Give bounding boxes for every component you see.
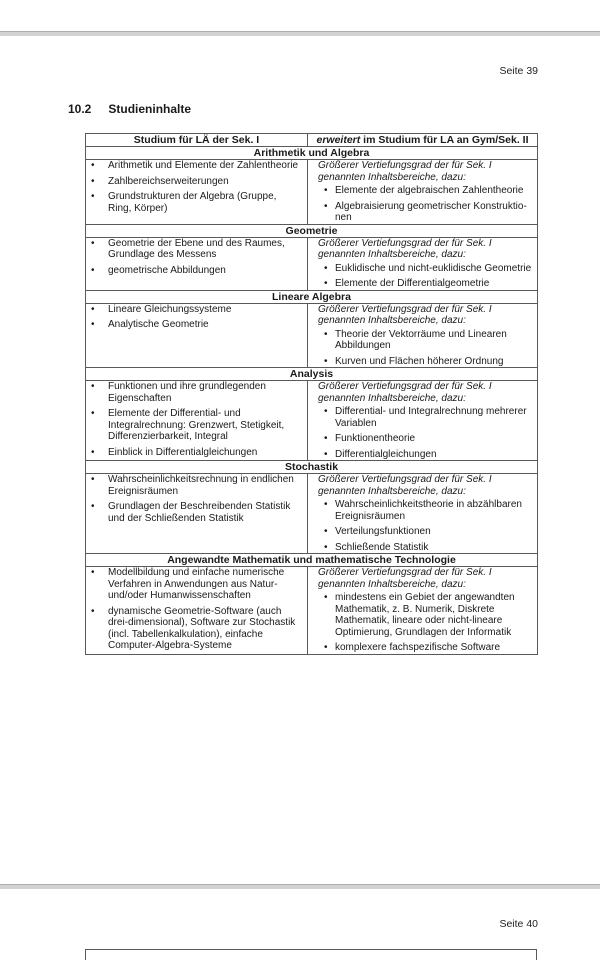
bullet-text: Differentialgleichungen	[335, 448, 437, 460]
bullet-item	[86, 408, 307, 443]
bullet-text: Einblick in Differentialgleichungen	[108, 446, 258, 458]
bullet-icon: •	[91, 303, 95, 315]
bullet-item	[308, 329, 537, 352]
bullet-item	[308, 433, 537, 445]
section-title: Angewandte Mathematik und mathematische Technologie	[86, 554, 538, 567]
section-heading	[68, 102, 191, 116]
bullet-icon: •	[91, 446, 95, 458]
bullet-item	[86, 176, 307, 188]
section-header-row	[86, 368, 538, 381]
bullet-text: Geometrie der Ebene und des Raumes, Grundlage des Messens	[108, 237, 285, 260]
bullet-item	[86, 191, 307, 214]
left-content-cell	[86, 567, 308, 655]
bullet-text: Theorie der Vektorräume und Linearen Abbildungen	[335, 328, 507, 351]
bullet-icon: •	[91, 408, 95, 419]
bullet-icon: •	[324, 541, 328, 553]
bullet-item	[86, 567, 307, 602]
bullet-icon: •	[91, 264, 95, 276]
bullet-icon: •	[91, 191, 95, 202]
bullet-item	[86, 238, 307, 261]
bullet-icon: •	[91, 160, 95, 171]
heading-number: 10.2	[68, 102, 92, 116]
bullet-icon: •	[324, 433, 328, 444]
bullet-text: Kurven und Flächen höherer Ordnung	[335, 355, 504, 367]
bullet-item	[308, 499, 537, 522]
bullet-icon: •	[91, 605, 95, 617]
section-header-row	[86, 224, 538, 237]
bullet-text: dynamische Geometrie-Software (auch drei-dimensional), Software zur Stochastik (incl. Tabellenkalkulation), einfache Computer-Algebra-Systeme	[108, 605, 296, 651]
bullet-item	[86, 606, 307, 652]
section-title: Geometrie	[86, 224, 538, 237]
bullet-text: Differential- und Integralrechnung mehrerer Variablen	[335, 406, 527, 429]
bullet-icon: •	[324, 328, 328, 340]
bullet-item	[86, 381, 307, 404]
bullet-icon: •	[324, 278, 328, 289]
left-content-cell	[86, 381, 308, 461]
bullet-text: Schließende Statistik	[335, 541, 429, 553]
vertiefung-intro: Größerer Vertiefungsgrad der für Sek. I genannten Inhaltsbereiche, dazu:	[318, 567, 492, 590]
page-number: Seite 39	[499, 65, 538, 77]
bullet-item	[308, 278, 537, 290]
section-header-row	[86, 147, 538, 160]
vertiefung-intro: Größerer Vertiefungsgrad der für Sek. I genannten Inhaltsbereiche, dazu:	[318, 303, 492, 326]
table-header-row	[86, 134, 538, 147]
right-content-cell	[308, 381, 538, 461]
left-content-cell	[86, 474, 308, 554]
section-header-row	[86, 290, 538, 303]
bullet-icon: •	[91, 381, 95, 392]
section-title: Arithmetik und Algebra	[86, 147, 538, 160]
section-header-row	[86, 461, 538, 474]
bullet-item	[86, 447, 307, 459]
vertiefung-intro: Größerer Vertiefungsgrad der für Sek. I genannten Inhaltsbereiche, dazu:	[318, 381, 492, 404]
bullet-icon: •	[324, 355, 328, 367]
bullet-icon: •	[91, 567, 95, 578]
left-content-cell	[86, 160, 308, 225]
bullet-text: mindestens ein Gebiet der angewandten Mathematik, z. B. Numerik, Diskrete Mathematik, lineare oder nicht-lineare Optimierung, Grundlagen der Informatik	[335, 592, 515, 638]
next-table-top-border	[85, 949, 537, 960]
bullet-text: Algebraisierung geometrischer Konstruktionen	[335, 200, 527, 223]
section-content-row	[86, 303, 538, 368]
bullet-text: Euklidische und nicht-euklidische Geometrie	[335, 262, 532, 274]
bullet-item	[308, 185, 537, 197]
bullet-item	[308, 201, 537, 224]
bullet-text: Funktionen und ihre grundlegenden Eigenschaften	[108, 381, 266, 404]
column-header-gym-italic: erweitert	[316, 134, 361, 146]
left-content-cell	[86, 303, 308, 368]
bullet-item	[86, 265, 307, 277]
left-content-cell	[86, 237, 308, 290]
bullet-item	[86, 501, 307, 524]
bullet-icon: •	[324, 406, 328, 417]
vertiefung-intro: Größerer Vertiefungsgrad der für Sek. I genannten Inhaltsbereiche, dazu:	[318, 474, 492, 497]
bullet-item	[86, 304, 307, 316]
bullet-text: geometrische Abbildungen	[108, 264, 226, 276]
page-separator	[0, 31, 600, 36]
bullet-text: Elemente der algebraischen Zahlentheorie	[335, 185, 524, 196]
study-content-table	[85, 133, 538, 655]
bullet-text: Wahrscheinlichkeitsrechnung in endlichen Ereignisräumen	[108, 474, 294, 497]
bullet-item	[86, 474, 307, 497]
bullet-item	[86, 319, 307, 331]
bullet-icon: •	[324, 185, 328, 196]
page-separator	[0, 884, 600, 889]
bullet-item	[308, 542, 537, 554]
bullet-text: Grundstrukturen der Algebra (Gruppe, Ring, Körper)	[108, 191, 277, 214]
bullet-item	[308, 449, 537, 461]
heading-title: Studieninhalte	[108, 102, 192, 116]
section-content-row	[86, 567, 538, 655]
bullet-text: Arithmetik und Elemente der Zahlentheorie	[108, 160, 299, 171]
vertiefung-intro: Größerer Vertiefungsgrad der für Sek. I genannten Inhaltsbereiche, dazu:	[318, 160, 492, 183]
bullet-text: komplexere fachspezifische Software	[335, 642, 501, 653]
bullet-item	[308, 592, 537, 638]
bullet-icon: •	[324, 592, 328, 603]
bullet-text: Elemente der Differentialgeometrie	[335, 278, 490, 289]
bullet-icon: •	[91, 474, 95, 485]
section-title: Stochastik	[86, 461, 538, 474]
bullet-icon: •	[324, 200, 328, 212]
section-content-row	[86, 381, 538, 461]
bullet-text: Elemente der Differential- und Integralrechnung: Grenzwert, Stetigkeit, Differenzierbarkeit, Integral	[108, 408, 285, 442]
bullet-icon: •	[91, 319, 95, 330]
bullet-item	[308, 406, 537, 429]
bullet-icon: •	[324, 448, 328, 460]
right-content-cell	[308, 303, 538, 368]
bullet-icon: •	[324, 642, 328, 653]
section-content-row	[86, 237, 538, 290]
bullet-text: Modellbildung und einfache numerische Verfahren in Anwendungen aus Natur- und/oder Humanwissenschaften	[108, 567, 285, 601]
bullet-icon: •	[324, 526, 328, 537]
right-content-cell	[308, 567, 538, 655]
vertiefung-intro: Größerer Vertiefungsgrad der für Sek. I genannten Inhaltsbereiche, dazu:	[318, 237, 492, 260]
bullet-icon: •	[91, 175, 95, 187]
bullet-text: Zahlbereichserweiterungen	[108, 175, 229, 187]
bullet-item	[308, 263, 537, 275]
bullet-item	[308, 642, 537, 654]
right-content-cell	[308, 474, 538, 554]
bullet-text: Analytische Geometrie	[108, 319, 209, 330]
bullet-text: Wahrscheinlichkeitstheorie in abzählbaren Ereignisräumen	[335, 499, 522, 522]
bullet-icon: •	[324, 262, 328, 274]
section-title: Analysis	[86, 368, 538, 381]
right-content-cell	[308, 160, 538, 225]
bullet-text: Funktionentheorie	[335, 433, 416, 444]
section-header-row	[86, 554, 538, 567]
bullet-text: Grundlagen der Beschreibenden Statistik und der Schließenden Statistik	[108, 501, 291, 524]
bullet-icon: •	[91, 237, 95, 249]
bullet-text: Verteilungsfunktionen	[335, 526, 431, 537]
bullet-item	[308, 356, 537, 368]
bullet-icon: •	[324, 499, 328, 510]
section-content-row	[86, 474, 538, 554]
column-header-sek1: Studium für LÄ der Sek. I	[86, 134, 308, 147]
bullet-item	[308, 526, 537, 538]
column-header-gym-rest: im Studium für LA an Gym/Sek. II	[360, 134, 529, 146]
bullet-icon: •	[91, 501, 95, 512]
section-content-row	[86, 160, 538, 225]
right-content-cell	[308, 237, 538, 290]
bullet-text: Lineare Gleichungssysteme	[108, 303, 232, 315]
bullet-item	[86, 160, 307, 172]
section-title: Lineare Algebra	[86, 290, 538, 303]
column-header-gym	[308, 134, 538, 147]
page-number: Seite 40	[499, 918, 538, 930]
